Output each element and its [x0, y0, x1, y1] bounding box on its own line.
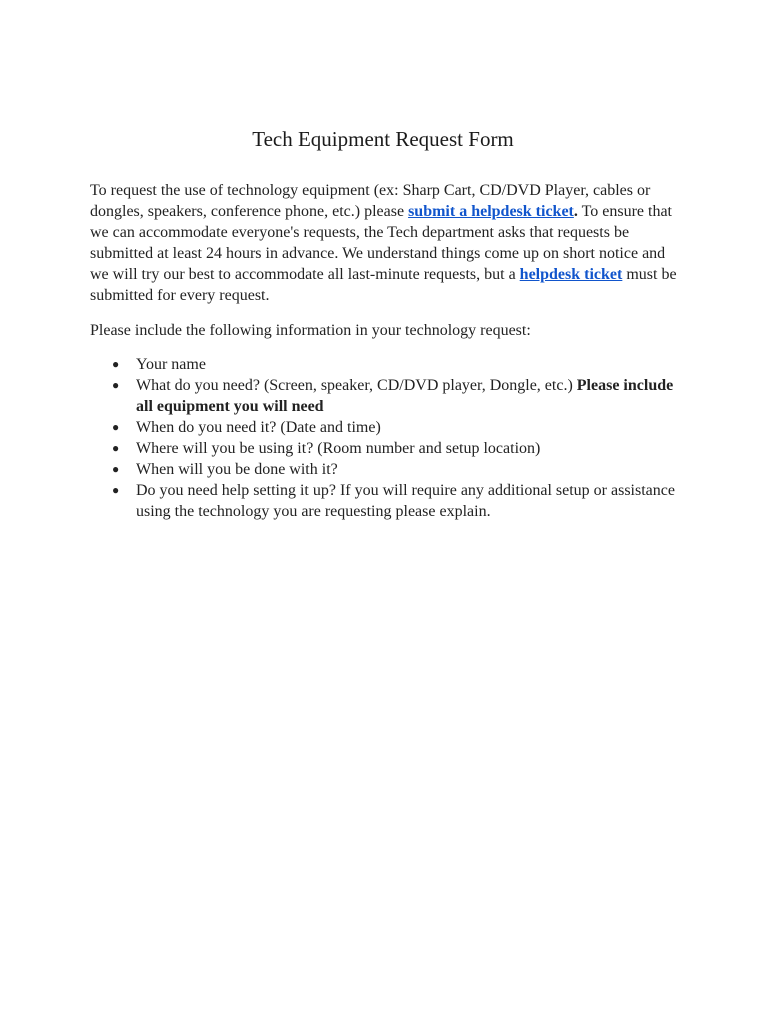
bullet-icon: ● [112, 462, 120, 476]
bullet-icon: ● [112, 357, 120, 371]
intro-period: . [573, 203, 578, 220]
list-item-emphasis: Please include all equipment you will need [136, 377, 674, 415]
list-item-text: What do you need? (Screen, speaker, CD/DVD player, Dongle, etc.) [136, 377, 577, 394]
intro-text-3: must be submitted for every request. [90, 266, 677, 304]
list-item-text: When do you need it? (Date and time) [136, 419, 381, 436]
list-item [90, 375, 680, 417]
intro-paragraph [90, 180, 680, 306]
request-info-list [90, 354, 680, 522]
helpdesk-ticket-link[interactable]: helpdesk ticket [519, 266, 623, 283]
list-intro: Please include the following information in your technology request: [90, 322, 531, 339]
list-item [90, 417, 680, 438]
list-item-text: When will you be done with it? [136, 461, 338, 478]
bullet-icon: ● [112, 483, 120, 497]
list-item-text: Your name [136, 356, 206, 373]
intro-text-2: To ensure that we can accommodate everyone's requests, the Tech department asks that requests be submitted at least 24 hours in advance. We understand things come up on short notice and we will try our best to accommodate all last-minute requests, but a [90, 203, 672, 283]
bullet-icon: ● [112, 378, 120, 392]
page-title: Tech Equipment Request Form [252, 127, 514, 151]
list-item [90, 480, 680, 522]
list-item-text: Do you need help setting it up? If you will require any additional setup or assistance using the technology you are requesting please explain. [136, 482, 675, 520]
bullet-icon: ● [112, 420, 120, 434]
list-item-text: Where will you be using it? (Room number and setup location) [136, 440, 541, 457]
intro-text-1: To request the use of technology equipment (ex: Sharp Cart, CD/DVD Player, cables or dongles, speakers, conference phone, etc.) please [90, 182, 651, 220]
list-item [90, 459, 680, 480]
bullet-icon: ● [112, 441, 120, 455]
list-item [90, 354, 680, 375]
document-body [90, 180, 680, 522]
submit-helpdesk-ticket-link[interactable]: submit a helpdesk ticket [408, 203, 574, 220]
list-item [90, 438, 680, 459]
